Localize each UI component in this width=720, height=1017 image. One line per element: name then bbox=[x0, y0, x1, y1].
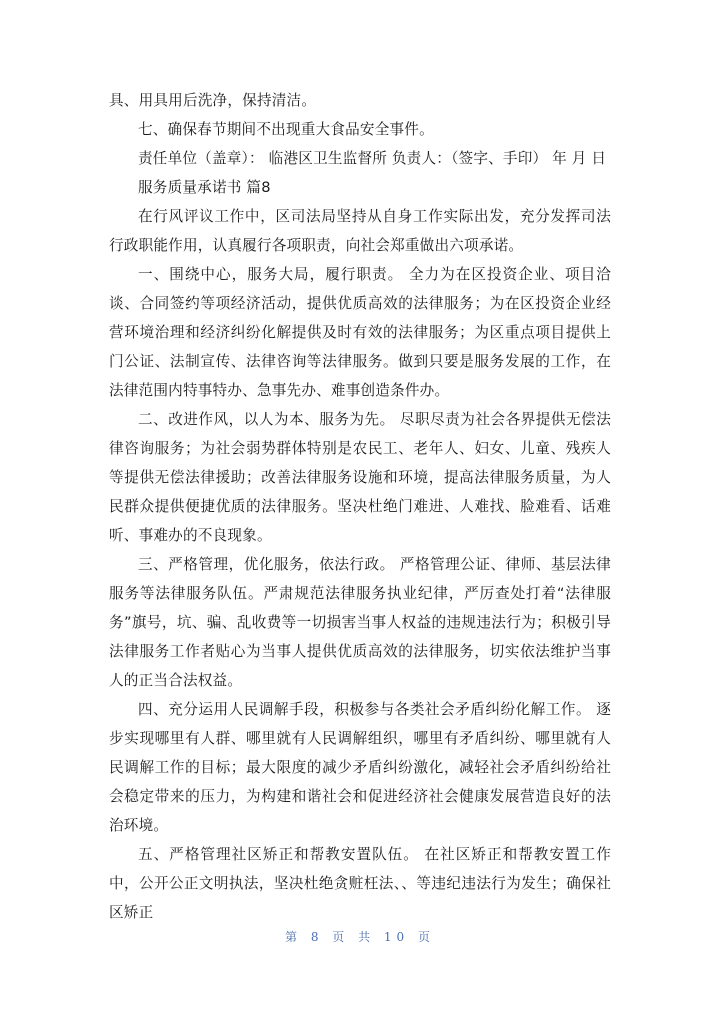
signature-line: 责任单位（盖章）： 临港区卫生监督所 负责人：（签字、手印） 年 月 日 bbox=[138, 150, 607, 167]
paragraph-1: 具、用具用后洗净，保持清洁。 bbox=[109, 92, 317, 109]
document-body bbox=[109, 86, 611, 927]
section-heading: 服务质量承诺书 篇8 bbox=[138, 179, 271, 196]
paragraph-2: 七、确保春节期间不出现重大食品安全事件。 bbox=[138, 121, 434, 138]
paragraph-commitment-3: 三、严格管理，优化服务，依法行政。 严格管理公证、律师、基层法律服务等法律服务队伍。严肃规范法律服务执业纪律，严厉查处打着“法律服务”旗号，坑、骗、乱收费等一切损害当事人权益的违规违法行为；积极引导法律服务工作者贴心为当事人提供优质高效的法律服务，切实依法维护当事人的正当合法权益。 bbox=[109, 556, 611, 689]
paragraph-commitment-1: 一、围绕中心，服务大局，履行职责。 全力为在区投资企业、项目洽谈、合同签约等项经济活动，提供优质高效的法律服务；为在区投资企业经营环境治理和经济纠纷化解提供及时有效的法律服务；为区重点项目提供上门公证、法制宣传、法律咨询等法律服务。做到只要是服务发展的工作，在法律范围内特事特办、急事先办、难事创造条件办。 bbox=[109, 266, 611, 399]
paragraph-commitment-5: 五、严格管理社区矫正和帮教安置队伍。 在社区矫正和帮教安置工作中，公开公正文明执法，坚决杜绝贪赃枉法、、等违纪违法行为发生；确保社区矫正 bbox=[109, 846, 611, 921]
paragraph-commitment-2: 二、改进作风，以人为本、服务为先。 尽职尽责为社会各界提供无偿法律咨询服务；为社会弱势群体特别是农民工、老年人、妇女、儿童、残疾人等提供无偿法律援助；改善法律服务设施和环境，提高法律服务质量，为人民群众提供便捷优质的法律服务。坚决杜绝门难进、人难找、脸难看、话难听、事难办的不良现象。 bbox=[109, 411, 611, 544]
paragraph-intro: 在行风评议工作中，区司法局坚持从自身工作实际出发，充分发挥司法行政职能作用，认真履行各项职责，向社会郑重做出六项承诺。 bbox=[109, 208, 611, 254]
page-number-footer: 第 8 页 共 10 页 bbox=[285, 930, 435, 944]
paragraph-commitment-4: 四、充分运用人民调解手段，积极参与各类社会矛盾纠纷化解工作。 逐步实现哪里有人群、哪里就有人民调解组织，哪里有矛盾纠纷、哪里就有人民调解工作的目标；最大限度的减少矛盾纠纷激化，减轻社会矛盾纠纷给社会稳定带来的压力，为构建和谐社会和促进经济社会健康发展营造良好的法治环境。 bbox=[109, 701, 611, 834]
